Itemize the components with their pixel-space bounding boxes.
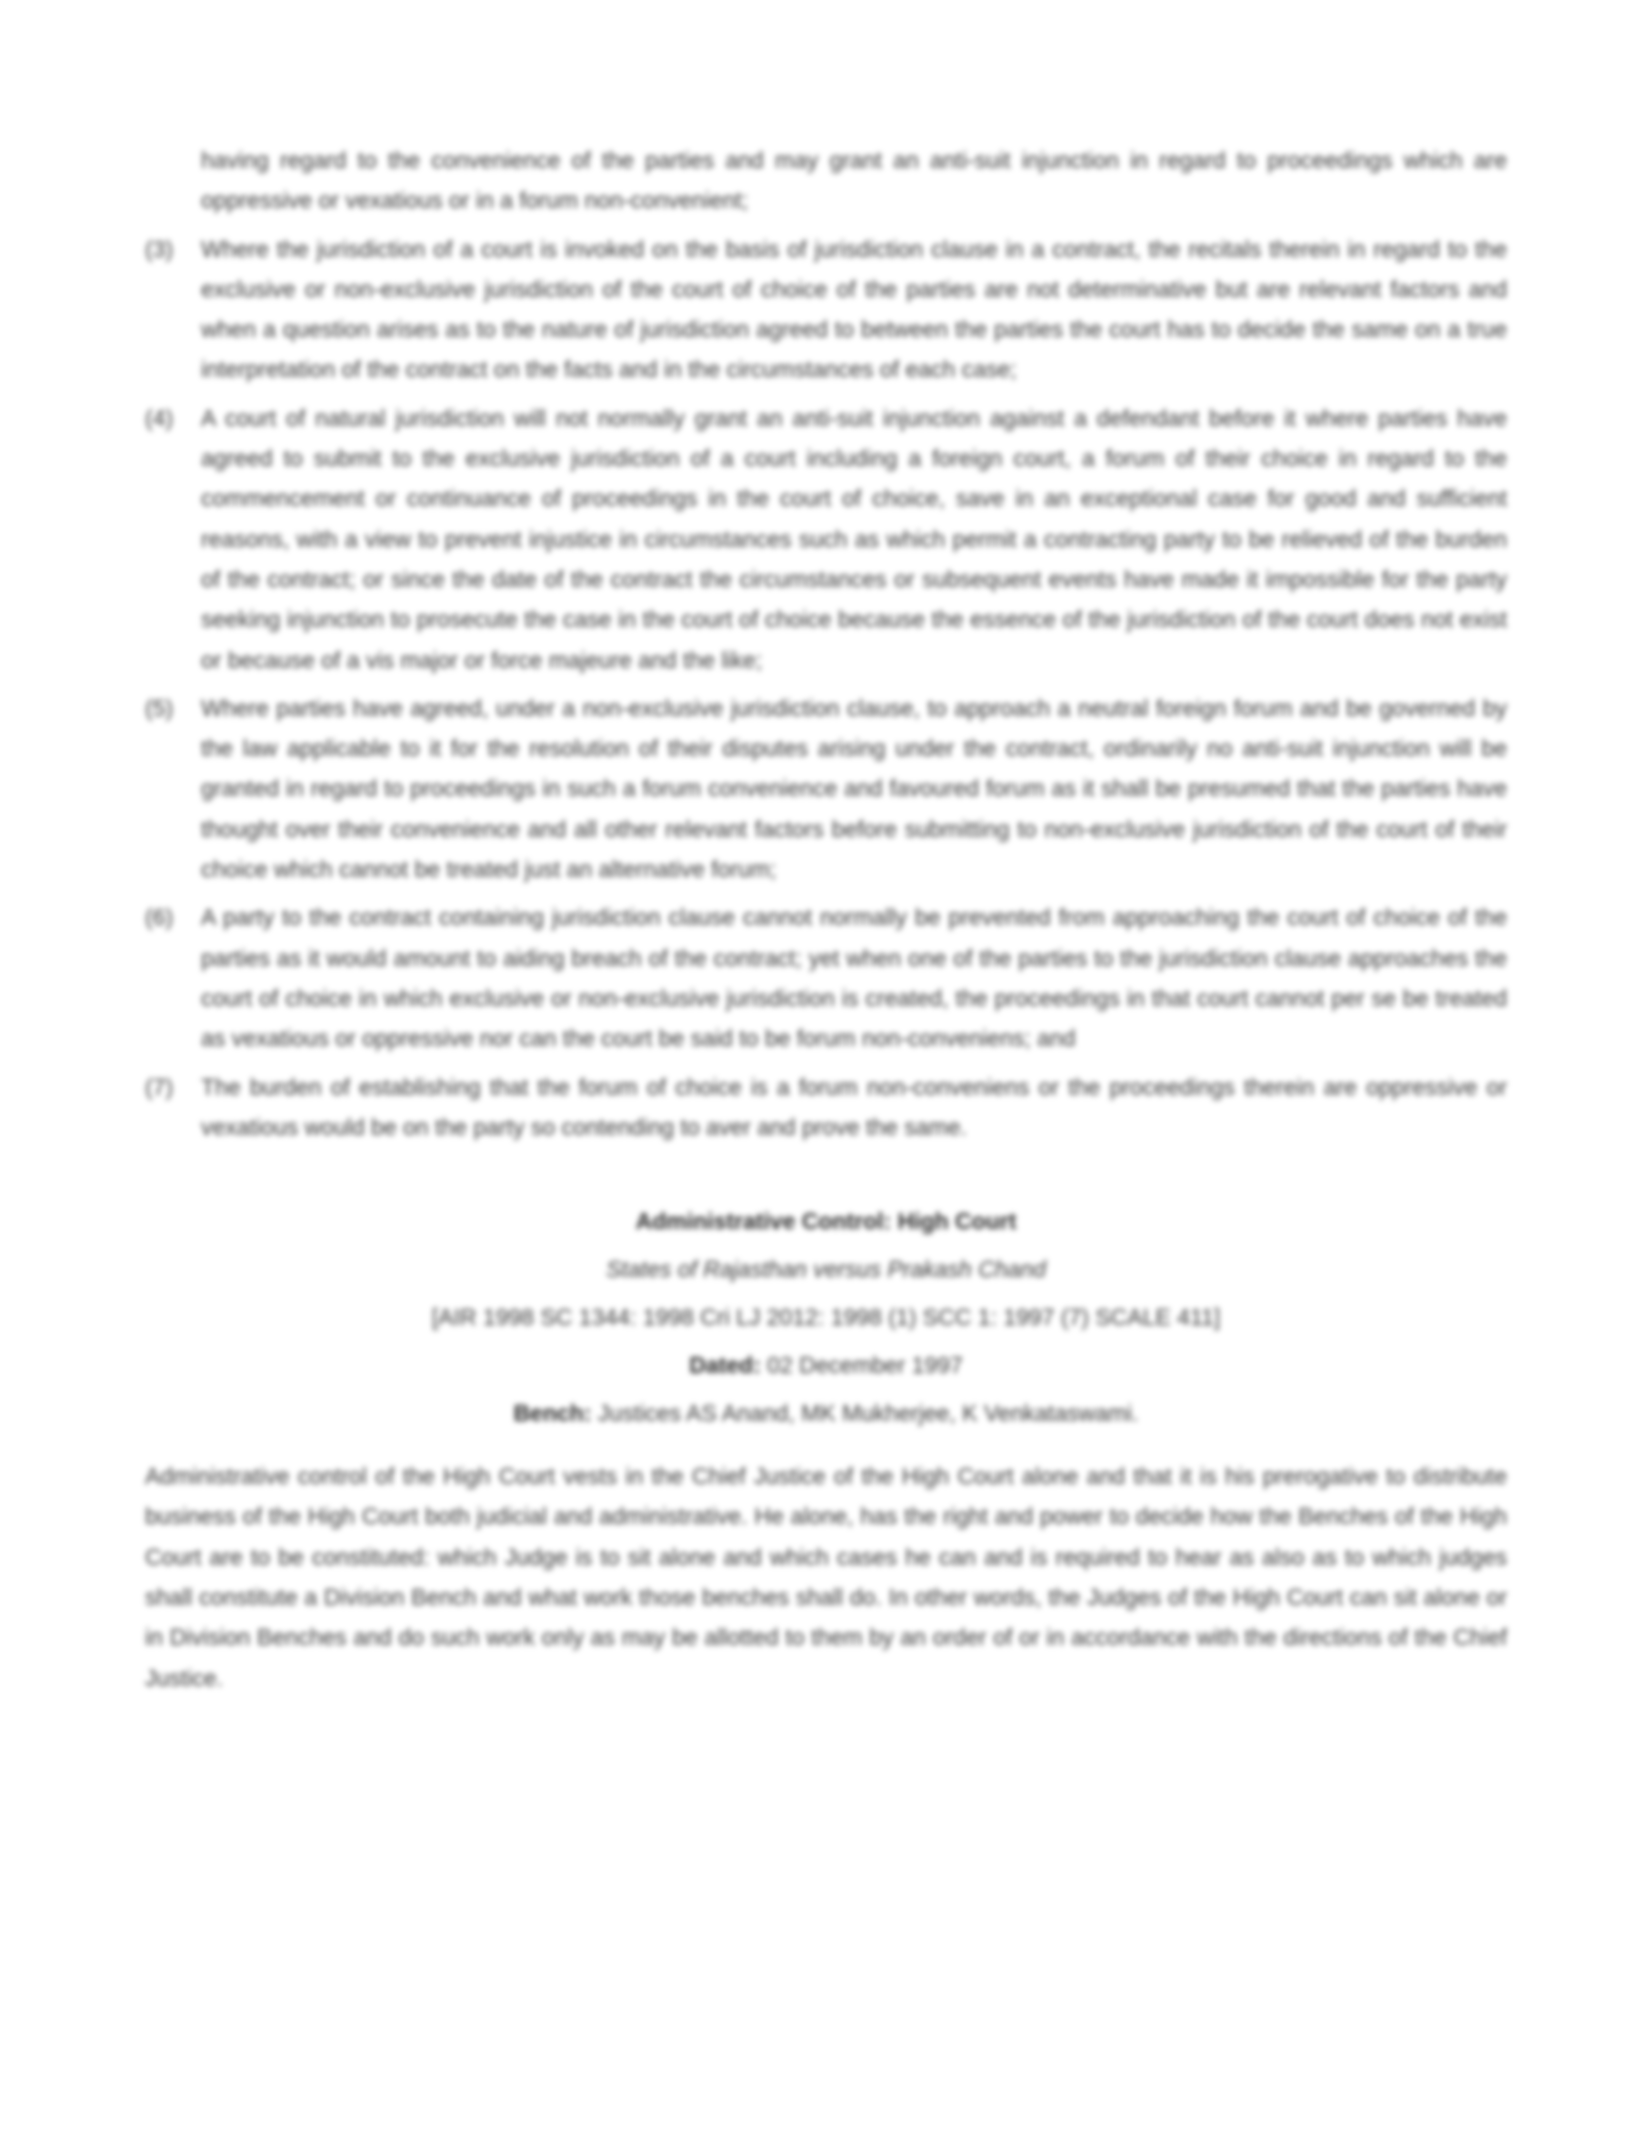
list-item <box>145 1067 1507 1148</box>
case-title: Administrative Control: High Court <box>635 1208 1017 1235</box>
list-item-text: having regard to the convenience of the parties and may grant an anti-suit injunction in regard to proceedings which are oppressive or vexatious or in a forum non-convenient; <box>201 147 1507 214</box>
list-item <box>145 229 1507 390</box>
list-item-text: A court of natural jurisdiction will not normally grant an anti-suit injunction against a defendant before it where parties have agreed to submit to the exclusive jurisdiction of a court including a foreign court, a forum of their choice in regard to the commencement or continuance of proceedings in the court of choice, save in an exceptional case for good and sufficient reasons, with a view to prevent injustice in circumstances such as which permit a contracting party to be relieved of the burden of the contract; or since the date of the contract the circumstances or subsequent events have made it impossible for the party seeking injunction to prosecute the case in the court of choice because the essence of the jurisdiction of the court does not exist or because of a vis major or force majeure and the like; <box>201 404 1507 673</box>
list-item <box>145 897 1507 1058</box>
case-citation: [AIR 1998 SC 1344: 1998 Cri LJ 2012: 1998 (1) SCC 1: 1997 (7) SCALE 411] <box>431 1304 1221 1331</box>
case-bench-label: Bench: <box>513 1400 592 1427</box>
case-dated-value: 02 December 1997 <box>767 1352 963 1379</box>
list-item-text: The burden of establishing that the forum of choice is a forum non-conveniens or the proceedings therein are oppressive or vexatious would be on the party so contending to aver and prove the same. <box>201 1073 1507 1140</box>
case-bench-value: Justices AS Anand, MK Mukherjee, K Venkataswami. <box>597 1400 1139 1427</box>
case-bench <box>145 1393 1507 1433</box>
list-item <box>145 398 1507 680</box>
list-item-number: (5) <box>145 694 174 721</box>
case-parties: States of Rajasthan versus Prakash Chand <box>606 1256 1046 1283</box>
list-item-number: (7) <box>145 1073 174 1100</box>
list-item <box>145 688 1507 889</box>
case-dated <box>145 1345 1507 1385</box>
numbered-list <box>145 140 1507 1147</box>
section-spacer <box>145 1155 1507 1201</box>
list-item-text: A party to the contract containing jurisdiction clause cannot normally be prevented from approaching the court of choice of the parties as it would amount to aiding breach of the contract; yet when one of the parties to the jurisdiction clause approaches the court of choice in which exclusive or non-exclusive jurisdiction is created, the proceedings in that court cannot per se be treated as vexatious or oppressive nor can the court be said to be forum non-conveniens; and <box>201 904 1507 1052</box>
case-header <box>145 1201 1507 1433</box>
list-item-number: (4) <box>145 404 174 431</box>
list-item-text: Where the jurisdiction of a court is invoked on the basis of jurisdiction clause in a contract, the recitals therein in regard to the exclusive or non-exclusive jurisdiction of the court of choice of the parties are not determinative but are relevant factors and when a question arises as to the nature of jurisdiction agreed to between the parties the court has to decide the same on a true interpretation of the contract on the facts and in the circumstances of each case; <box>201 235 1507 383</box>
list-item-text: Where parties have agreed, under a non-exclusive jurisdiction clause, to approach a neutral foreign forum and be governed by the law applicable to it for the resolution of their disputes arising under the contract, ordinarily no anti-suit injunction will be granted in regard to proceedings in such a forum convenience and favoured forum as it shall be presumed that the parties have thought over their convenience and all other relevant factors before submitting to non-exclusive jurisdiction of the court of their choice which cannot be treated just an alternative forum; <box>201 694 1507 883</box>
document-content <box>145 140 1507 1721</box>
list-item-number: (3) <box>145 235 174 262</box>
list-item <box>145 140 1507 221</box>
list-item-number: (6) <box>145 904 174 931</box>
case-summary: Administrative control of the High Court vests in the Chief Justice of the High Court alone and that it is his prerogative to distribute business of the High Court both judicial and administrative. He alone, has the right and power to decide how the Benches of the High Court are to be constituted: which Judge is to sit alone and which cases he can and is required to hear as also as to which judges shall constitute a Division Bench and what work those benches shall do. In other words, the Judges of the High Court can sit alone or in Division Benches and do such work only as may be allotted to them by an order of or in accordance with the directions of the Chief Justice. <box>145 1463 1507 1691</box>
case-dated-label: Dated: <box>689 1352 761 1379</box>
